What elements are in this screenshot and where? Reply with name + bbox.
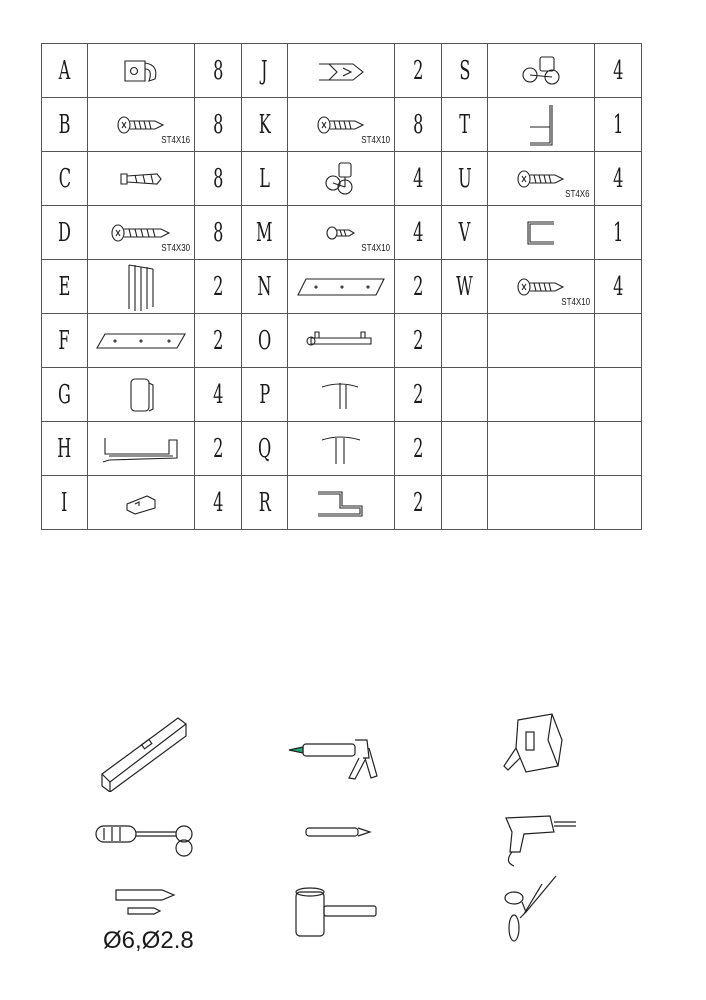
part-illustration-cell <box>88 260 195 314</box>
part-letter-cell <box>242 260 288 314</box>
part-letter: G <box>58 379 71 410</box>
end-cap-icon <box>288 58 394 84</box>
part-letter-cell <box>42 44 88 98</box>
screw-spec-label: ST4X30 <box>161 243 190 254</box>
part-quantity: 4 <box>212 487 224 518</box>
part-letter: D <box>58 217 71 248</box>
part-illustration-cell <box>488 206 595 260</box>
silicone-gun-icon <box>285 718 385 780</box>
part-illustration-cell <box>488 152 595 206</box>
part-illustration-cell <box>88 476 195 530</box>
roller-assembly-icon <box>488 53 594 89</box>
part-letter-cell <box>242 206 288 260</box>
magnetic-strip-icon <box>288 486 394 520</box>
table-row <box>42 314 642 368</box>
part-letter: O <box>257 325 272 356</box>
part-letter: A <box>58 55 71 86</box>
handle-icon <box>288 328 394 354</box>
part-quantity-cell <box>195 422 242 476</box>
part-quantity-cell <box>195 368 242 422</box>
part-illustration-cell <box>488 44 595 98</box>
part-quantity: 4 <box>612 163 624 194</box>
part-quantity: 2 <box>412 433 424 464</box>
part-illustration-cell <box>288 476 395 530</box>
part-letter: B <box>58 109 71 140</box>
part-quantity: 8 <box>212 109 224 140</box>
part-letter-cell <box>442 98 488 152</box>
part-letter: F <box>58 325 71 356</box>
table-row <box>42 260 642 314</box>
part-quantity: 2 <box>412 271 424 302</box>
part-letter: R <box>258 487 271 518</box>
part-illustration-cell <box>288 44 395 98</box>
part-quantity-cell <box>395 98 442 152</box>
part-quantity: 2 <box>412 487 424 518</box>
part-letter-cell <box>242 98 288 152</box>
part-letter: I <box>61 487 68 518</box>
mallet-icon <box>292 884 382 940</box>
part-letter-cell <box>42 206 88 260</box>
part-illustration-cell <box>88 44 195 98</box>
screwdriver-icon <box>92 818 202 858</box>
part-letter-cell <box>42 314 88 368</box>
empty-cell <box>442 476 488 530</box>
bracket-clip-icon <box>88 57 194 85</box>
screw-spec-label: ST4X16 <box>161 135 190 146</box>
empty-cell <box>442 368 488 422</box>
part-quantity-cell <box>395 152 442 206</box>
screw-spec-label: ST4X10 <box>361 243 390 254</box>
part-illustration-cell <box>488 98 595 152</box>
part-letter-cell <box>242 44 288 98</box>
part-quantity: 2 <box>212 325 224 356</box>
part-letter-cell <box>242 152 288 206</box>
part-letter-cell <box>242 314 288 368</box>
part-illustration-cell <box>88 152 195 206</box>
part-letter: P <box>259 379 270 410</box>
screw-icon <box>488 168 594 190</box>
part-quantity-cell <box>195 260 242 314</box>
part-quantity-cell <box>395 476 442 530</box>
part-quantity: 2 <box>412 379 424 410</box>
part-letter-cell <box>442 152 488 206</box>
part-letter-cell <box>442 260 488 314</box>
part-letter: U <box>457 163 472 194</box>
part-illustration-cell <box>88 98 195 152</box>
part-letter: H <box>57 433 72 464</box>
screw-icon <box>288 114 394 136</box>
table-row <box>42 44 642 98</box>
flat-panel-icon <box>88 330 194 352</box>
part-letter: W <box>456 271 473 302</box>
part-letter: L <box>259 163 270 194</box>
channel-profile-icon <box>88 432 194 466</box>
part-quantity-cell <box>195 44 242 98</box>
tape-measure-icon <box>500 710 570 782</box>
part-illustration-cell <box>88 368 195 422</box>
part-quantity: 2 <box>212 433 224 464</box>
part-quantity: 2 <box>412 325 424 356</box>
part-quantity-cell <box>595 260 642 314</box>
empty-cell <box>488 476 595 530</box>
part-illustration-cell <box>288 152 395 206</box>
table-row <box>42 98 642 152</box>
part-quantity: 4 <box>412 217 424 248</box>
scissors-icon <box>500 872 560 944</box>
part-letter: S <box>458 55 471 86</box>
screw-spec-label: ST4X10 <box>361 135 390 146</box>
part-illustration-cell <box>88 314 195 368</box>
empty-cell <box>595 422 642 476</box>
part-illustration-cell <box>288 98 395 152</box>
part-letter: N <box>257 271 272 302</box>
parts-table <box>41 43 642 530</box>
u-bracket-icon <box>488 218 594 248</box>
empty-cell <box>595 476 642 530</box>
table-row <box>42 206 642 260</box>
part-letter-cell <box>42 368 88 422</box>
screw-spec-label: ST4X10 <box>561 297 590 308</box>
part-quantity: 2 <box>412 55 424 86</box>
drill-bit-size-label: Ø6,Ø2.8 <box>103 927 194 954</box>
glass-panel-icon <box>288 275 394 299</box>
end-block-icon <box>88 375 194 415</box>
pencil-icon <box>302 822 374 842</box>
part-quantity: 8 <box>412 109 424 140</box>
part-letter: V <box>458 217 471 248</box>
part-letter: E <box>58 271 71 302</box>
part-letter-cell <box>42 152 88 206</box>
part-letter-cell <box>242 422 288 476</box>
part-quantity-cell <box>395 206 442 260</box>
bent-rod-icon <box>488 103 594 147</box>
part-quantity-cell <box>395 368 442 422</box>
part-quantity-cell <box>395 422 442 476</box>
part-quantity-cell <box>395 44 442 98</box>
empty-cell <box>442 422 488 476</box>
part-quantity-cell <box>395 260 442 314</box>
part-quantity-cell <box>195 314 242 368</box>
part-illustration-cell <box>488 260 595 314</box>
wall-plug-icon <box>88 168 194 190</box>
part-illustration-cell <box>288 260 395 314</box>
part-quantity: 4 <box>412 163 424 194</box>
part-letter: M <box>256 217 273 248</box>
small-screw-icon <box>288 224 394 242</box>
stopper-block-icon <box>88 490 194 516</box>
screw-spec-label: ST4X6 <box>565 189 590 200</box>
part-quantity: 8 <box>212 55 224 86</box>
part-quantity: 2 <box>212 271 224 302</box>
part-quantity: 4 <box>612 55 624 86</box>
part-illustration-cell <box>288 368 395 422</box>
table-row <box>42 422 642 476</box>
part-quantity-cell <box>195 98 242 152</box>
part-letter: K <box>258 109 271 140</box>
part-letter-cell <box>442 44 488 98</box>
electric-drill-icon <box>500 808 580 868</box>
part-letter-cell <box>242 476 288 530</box>
long-screw-icon <box>88 222 194 244</box>
drill-bits-icon <box>112 884 182 920</box>
empty-cell <box>488 314 595 368</box>
part-letter: C <box>58 163 71 194</box>
part-illustration-cell <box>88 206 195 260</box>
empty-cell <box>488 368 595 422</box>
part-letter-cell <box>242 368 288 422</box>
part-illustration-cell <box>88 422 195 476</box>
part-quantity-cell <box>195 206 242 260</box>
part-letter: Q <box>257 433 272 464</box>
part-letter-cell <box>42 98 88 152</box>
part-letter-cell <box>42 422 88 476</box>
table-row <box>42 476 642 530</box>
empty-cell <box>488 422 595 476</box>
part-letter-cell <box>42 476 88 530</box>
part-quantity: 1 <box>612 217 624 248</box>
empty-cell <box>595 368 642 422</box>
roller-wheel-icon <box>288 159 394 199</box>
part-quantity-cell <box>595 206 642 260</box>
screw-icon <box>488 276 594 298</box>
part-illustration-cell <box>288 206 395 260</box>
empty-cell <box>442 314 488 368</box>
table-row <box>42 368 642 422</box>
screw-icon <box>88 114 194 136</box>
part-illustration-cell <box>288 314 395 368</box>
empty-cell <box>595 314 642 368</box>
part-quantity: 8 <box>212 163 224 194</box>
part-quantity-cell <box>595 44 642 98</box>
part-letter-cell <box>42 260 88 314</box>
part-quantity-cell <box>195 152 242 206</box>
part-quantity: 4 <box>212 379 224 410</box>
vertical-profile-icon <box>88 261 194 313</box>
part-quantity-cell <box>195 476 242 530</box>
seal-strip-icon <box>288 379 394 411</box>
part-quantity-cell <box>395 314 442 368</box>
part-letter: T <box>459 109 470 140</box>
part-quantity-cell <box>595 98 642 152</box>
part-quantity: 4 <box>612 271 624 302</box>
h-seal-strip-icon <box>288 432 394 466</box>
spirit-level-icon <box>98 712 190 792</box>
part-quantity-cell <box>595 152 642 206</box>
table-row <box>42 152 642 206</box>
part-illustration-cell <box>288 422 395 476</box>
part-letter: J <box>261 55 268 86</box>
part-letter-cell <box>442 206 488 260</box>
part-quantity: 1 <box>612 109 624 140</box>
part-quantity: 8 <box>212 217 224 248</box>
